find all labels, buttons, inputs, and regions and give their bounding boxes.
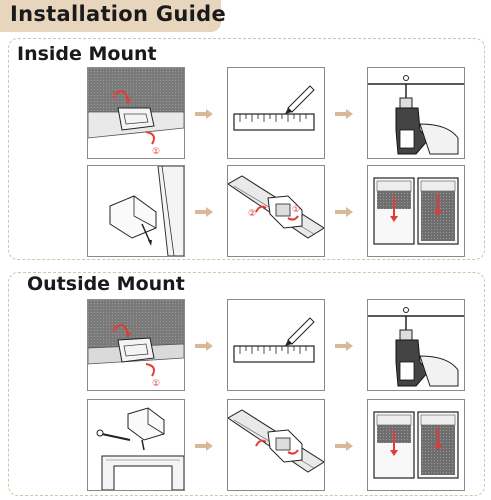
header-banner <box>0 0 227 32</box>
panel-shade-down <box>367 399 465 491</box>
ruler-pencil-icon <box>228 300 324 390</box>
arrow-right-icon <box>195 441 213 451</box>
panel-measure <box>227 67 325 159</box>
panel-headrail <box>227 165 325 257</box>
arrow-right-icon <box>195 341 213 351</box>
step-one-label: ① <box>152 379 161 389</box>
panel-headrail <box>227 399 325 491</box>
bracket-screw-icon <box>88 166 184 256</box>
inside-mount-section <box>8 38 485 260</box>
arrow-right-icon <box>195 109 213 119</box>
section-title-outside-mount: Outside Mount <box>27 273 185 295</box>
panel-clip-bracket <box>87 67 185 159</box>
arrow-right-icon <box>195 207 213 217</box>
step-two-label: ② <box>248 209 257 219</box>
clip-bracket-icon <box>88 300 184 390</box>
panel-clip-bracket <box>87 299 185 391</box>
ruler-pencil-icon <box>228 68 324 158</box>
section-title-inside-mount: Inside Mount <box>17 43 157 65</box>
arrow-right-icon <box>335 207 353 217</box>
bracket-screw-icon <box>88 400 184 490</box>
outside-mount-section <box>8 272 485 496</box>
headrail-icon <box>228 400 324 490</box>
panel-shade-down <box>367 165 465 257</box>
arrow-right-icon <box>335 109 353 119</box>
arrow-right-icon <box>335 441 353 451</box>
step-one-label: ① <box>292 205 301 215</box>
panel-measure <box>227 299 325 391</box>
shade-down-icon <box>368 166 464 256</box>
panel-bracket-screw <box>87 165 185 257</box>
step-one-label: ① <box>152 147 161 157</box>
step-two-label: ② <box>110 91 119 101</box>
panel-drill <box>367 299 465 391</box>
headrail-icon <box>228 166 324 256</box>
panel-drill <box>367 67 465 159</box>
clip-bracket-icon <box>88 68 184 158</box>
page-title: Installation Guide <box>10 2 227 26</box>
shade-down-icon <box>368 400 464 490</box>
panel-bracket-screw <box>87 399 185 491</box>
drill-icon <box>368 300 464 390</box>
drill-icon <box>368 68 464 158</box>
step-two-label: ② <box>110 325 119 335</box>
arrow-right-icon <box>335 341 353 351</box>
